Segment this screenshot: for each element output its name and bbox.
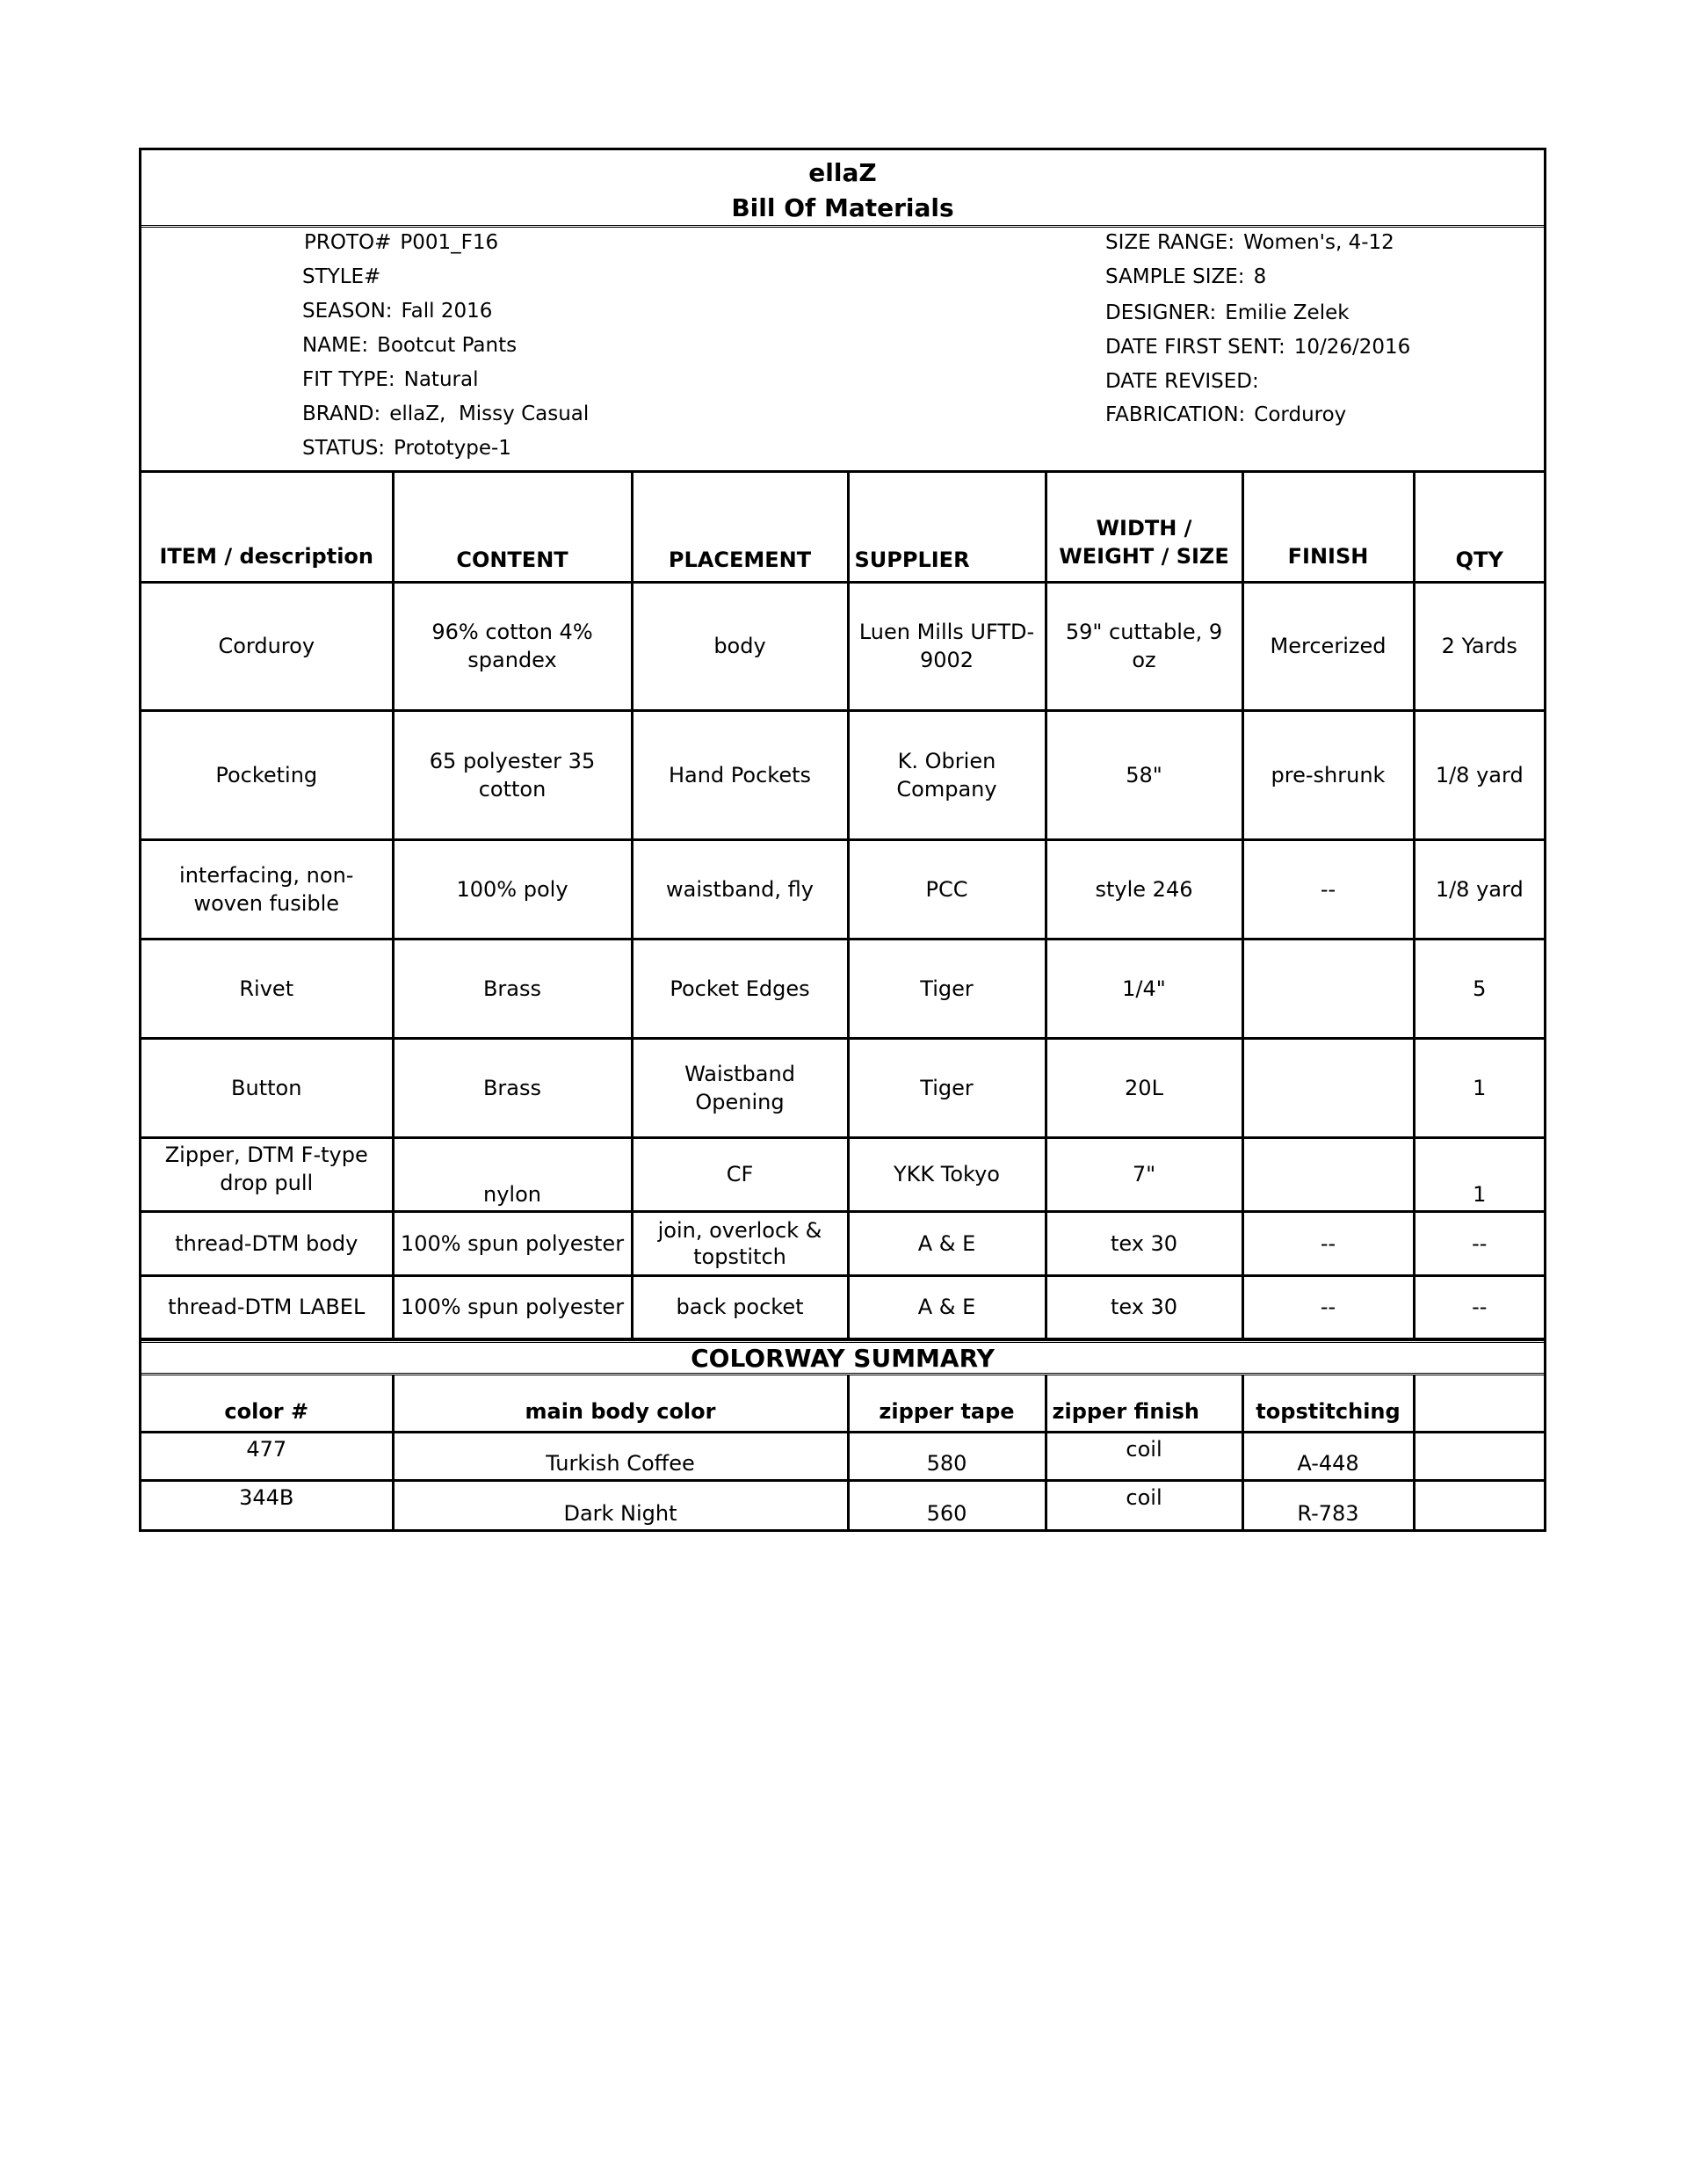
cell-placement: Waistband Opening [632, 1038, 848, 1137]
cell-item: thread-DTM body [141, 1211, 393, 1275]
company-name: ellaZ [808, 158, 877, 187]
table-row [141, 1275, 1544, 1339]
table-row [141, 1137, 1544, 1211]
cell-width-weight-size: 7" [1046, 1137, 1242, 1211]
cell-placement: Hand Pockets [632, 710, 848, 839]
cell-supplier: Tiger [848, 939, 1046, 1038]
colorway-header-row [141, 1375, 1544, 1433]
info-label: FABRICATION: [1105, 403, 1246, 426]
info-value: Prototype-1 [394, 437, 511, 460]
col-header-main-body-color: main body color [393, 1375, 848, 1433]
bom-header-row [141, 473, 1544, 582]
cell-item: Zipper, DTM F-type drop pull [141, 1137, 393, 1211]
info-size-range [1105, 231, 1394, 254]
info-status [302, 437, 511, 460]
info-date-first-sent [1105, 336, 1410, 359]
info-designer [1105, 301, 1350, 324]
cell-qty: 1/8 yard [1414, 710, 1544, 839]
cell-width-weight-size: tex 30 [1046, 1275, 1242, 1339]
info-label: STATUS: [302, 437, 386, 460]
info-label: STYLE# [302, 265, 381, 288]
table-row [141, 839, 1544, 939]
info-value: ellaZ, Missy Casual [389, 403, 590, 425]
cell-supplier: Tiger [848, 1038, 1046, 1137]
cell-finish: -- [1242, 1275, 1414, 1339]
cell-placement: body [632, 582, 848, 710]
table-row [141, 939, 1544, 1038]
cell-content: Brass [393, 939, 632, 1038]
cell-item: thread-DTM LABEL [141, 1275, 393, 1339]
cell-finish [1242, 1137, 1414, 1211]
cell-content: 100% poly [393, 839, 632, 939]
col-header-color-number: color # [141, 1375, 393, 1433]
table-row [141, 582, 1544, 710]
col-header-item: ITEM / description [141, 473, 393, 582]
col-header-topstitching: topstitching [1242, 1375, 1414, 1433]
cell-content: 96% cotton 4% spandex [393, 582, 632, 710]
cell-placement: join, overlock & topstitch [632, 1211, 848, 1275]
cell-topstitching: R-783 [1242, 1481, 1414, 1529]
info-value: 10/26/2016 [1293, 336, 1411, 359]
info-label: SAMPLE SIZE: [1105, 265, 1245, 288]
cell-content: Brass [393, 1038, 632, 1137]
cell-color-number: 344B [141, 1481, 393, 1529]
info-label: DATE FIRST SENT: [1105, 336, 1285, 359]
cell-item: Button [141, 1038, 393, 1137]
info-value: 8 [1253, 265, 1267, 288]
bom-table [141, 473, 1544, 1340]
col-header-finish: FINISH [1242, 473, 1414, 582]
cell-content: nylon [393, 1137, 632, 1211]
cell-finish: Mercerized [1242, 582, 1414, 710]
cell-qty: 1 [1414, 1038, 1544, 1137]
info-label: SEASON: [302, 300, 393, 323]
colorway-table [141, 1375, 1544, 1529]
info-label: BRAND: [302, 403, 381, 425]
cell-placement: Pocket Edges [632, 939, 848, 1038]
info-value: P001_F16 [400, 231, 499, 254]
document-title: Bill Of Materials [731, 193, 954, 222]
info-date-revised [1105, 370, 1268, 393]
cell-placement: CF [632, 1137, 848, 1211]
cell-item: Pocketing [141, 710, 393, 839]
cell-zipper-tape: 580 [848, 1433, 1046, 1481]
cell-finish [1242, 1038, 1414, 1137]
info-label: DATE REVISED: [1105, 370, 1259, 393]
table-row [141, 1481, 1544, 1529]
cell-placement: back pocket [632, 1275, 848, 1339]
col-header-supplier: SUPPLIER [848, 473, 1046, 582]
info-value: Bootcut Pants [377, 334, 518, 357]
info-label: PROTO# [304, 231, 392, 254]
table-row [141, 1433, 1544, 1481]
cell-content: 65 polyester 35 cotton [393, 710, 632, 839]
cell-topstitching: A-448 [1242, 1433, 1414, 1481]
col-header-zipper-finish: zipper finish [1046, 1375, 1242, 1433]
cell-qty: -- [1414, 1211, 1544, 1275]
cell-zipper-tape: 560 [848, 1481, 1046, 1529]
col-header-content: CONTENT [393, 473, 632, 582]
info-label: DESIGNER: [1105, 301, 1217, 324]
cell-finish [1242, 939, 1414, 1038]
cell-zipper-finish: coil [1046, 1481, 1242, 1529]
info-season [302, 300, 492, 323]
cell-supplier: K. Obrien Company [848, 710, 1046, 839]
cell-qty: 2 Yards [1414, 582, 1544, 710]
cell-finish: pre-shrunk [1242, 710, 1414, 839]
info-name [302, 334, 517, 357]
table-row [141, 710, 1544, 839]
cell-item: Rivet [141, 939, 393, 1038]
cell-blank [1414, 1433, 1544, 1481]
cell-color-number: 477 [141, 1433, 393, 1481]
col-header-placement: PLACEMENT [632, 473, 848, 582]
table-row [141, 1038, 1544, 1137]
cell-supplier: Luen Mills UFTD-9002 [848, 582, 1046, 710]
info-brand [302, 403, 589, 425]
cell-qty: 1 [1414, 1137, 1544, 1211]
info-proto [304, 231, 498, 254]
col-header-zipper-tape: zipper tape [848, 1375, 1046, 1433]
cell-content: 100% spun polyester [393, 1211, 632, 1275]
cell-main-body-color: Dark Night [393, 1481, 848, 1529]
cell-width-weight-size: 20L [1046, 1038, 1242, 1137]
cell-width-weight-size: style 246 [1046, 839, 1242, 939]
cell-main-body-color: Turkish Coffee [393, 1433, 848, 1481]
cell-item: Corduroy [141, 582, 393, 710]
cell-content: 100% spun polyester [393, 1275, 632, 1339]
info-label: NAME: [302, 334, 369, 357]
col-header-blank [1414, 1375, 1544, 1433]
col-header-qty: QTY [1414, 473, 1544, 582]
cell-qty: -- [1414, 1275, 1544, 1339]
info-fit-type [302, 368, 478, 391]
cell-supplier: A & E [848, 1211, 1046, 1275]
cell-placement: waistband, fly [632, 839, 848, 939]
cell-zipper-finish: coil [1046, 1433, 1242, 1481]
cell-width-weight-size: tex 30 [1046, 1211, 1242, 1275]
info-sample-size [1105, 265, 1266, 288]
info-value: Corduroy [1254, 403, 1347, 426]
bill-of-materials-sheet [139, 148, 1546, 1532]
table-row [141, 1211, 1544, 1275]
cell-item: interfacing, non-woven fusible [141, 839, 393, 939]
cell-width-weight-size: 1/4" [1046, 939, 1242, 1038]
col-header-width-weight-size: WIDTH / WEIGHT / SIZE [1046, 473, 1242, 582]
info-value: Fall 2016 [401, 300, 493, 323]
cell-qty: 5 [1414, 939, 1544, 1038]
cell-blank [1414, 1481, 1544, 1529]
info-value: Women's, 4-12 [1243, 231, 1394, 254]
info-label: SIZE RANGE: [1105, 231, 1235, 254]
cell-qty: 1/8 yard [1414, 839, 1544, 939]
product-info [141, 228, 1544, 473]
info-fabrication [1105, 403, 1346, 426]
cell-width-weight-size: 59" cuttable, 9 oz [1046, 582, 1242, 710]
cell-width-weight-size: 58" [1046, 710, 1242, 839]
cell-supplier: YKK Tokyo [848, 1137, 1046, 1211]
cell-finish: -- [1242, 1211, 1414, 1275]
title-block [141, 150, 1544, 228]
info-label: FIT TYPE: [302, 368, 395, 391]
cell-supplier: PCC [848, 839, 1046, 939]
cell-finish: -- [1242, 839, 1414, 939]
colorway-summary-title: COLORWAY SUMMARY [141, 1340, 1544, 1375]
info-value: Natural [403, 368, 479, 391]
cell-supplier: A & E [848, 1275, 1046, 1339]
info-style [302, 265, 389, 288]
info-value: Emilie Zelek [1225, 301, 1350, 324]
